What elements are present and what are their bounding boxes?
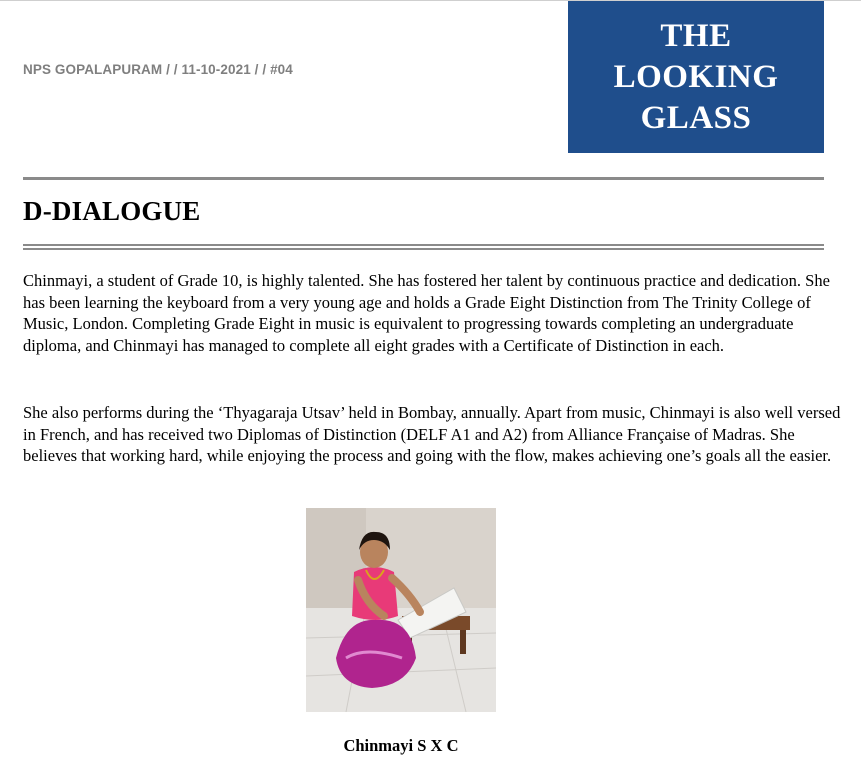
- student-photo: [306, 508, 496, 712]
- article-paragraph-1: Chinmayi, a student of Grade 10, is highly talented. She has fostered her talent by continuous practice and dedication. She has been learning the keyboard from a very young age and holds a Grade Eight Distinction from The Trinity College of Music, London. Completing Grade Eight in music is equivalent to progressing towards completing an undergraduate diploma, and Chinmayi has managed to complete all eight grades with a Certificate of Distinction in each.: [23, 271, 830, 355]
- section-rule-top: [23, 177, 824, 180]
- section-rule-bottom-1: [23, 244, 824, 246]
- masthead: [568, 1, 824, 153]
- masthead-line-1: THE: [660, 17, 732, 54]
- section-rule-bottom-2: [23, 248, 824, 250]
- masthead-line-3: GLASS: [640, 99, 752, 136]
- section-title: D-DIALOGUE: [23, 196, 201, 226]
- article-paragraph-2: She also performs during the ‘Thyagaraja Utsav’ held in Bombay, annually. Apart from music, Chinmayi is also well versed in French, and has received two Diplomas of Distinction (DELF A1 and A2) from Alliance Française of Madras. She believes that working hard, while enjoying the process and going with the flow, makes achieving one’s goals all the easier.: [23, 403, 841, 466]
- photo-caption: Chinmayi S X C: [343, 736, 459, 755]
- masthead-line-2: LOOKING: [613, 58, 779, 95]
- issue-meta: NPS GOPALAPURAM / / 11-10-2021 / / #04: [23, 62, 293, 77]
